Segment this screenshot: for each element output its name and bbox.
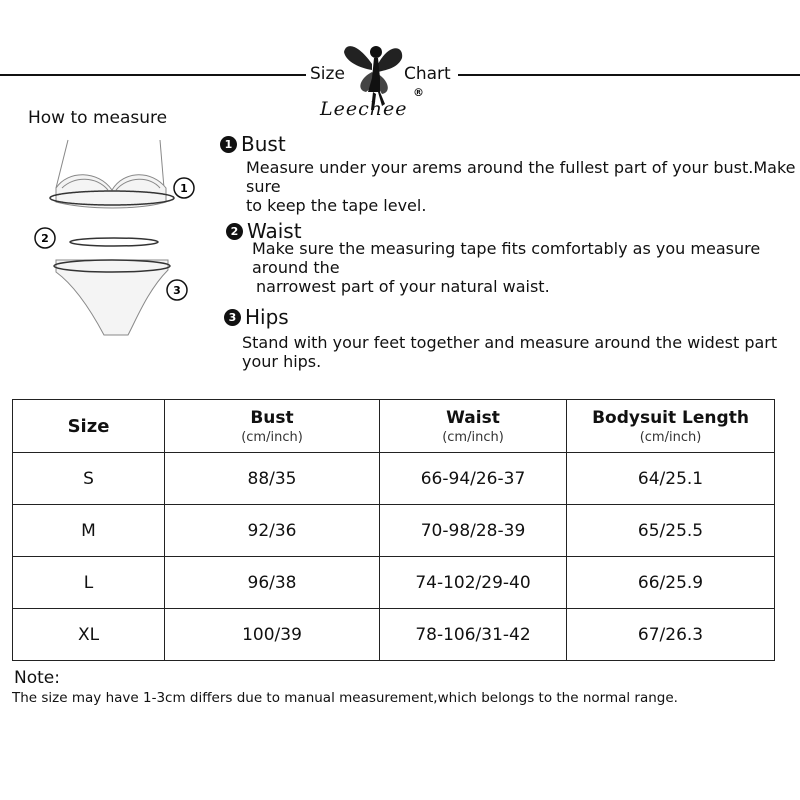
step-desc-hips — [242, 333, 800, 371]
table-row — [13, 557, 775, 609]
marker-2 — [35, 228, 55, 248]
note-text: The size may have 1-3cm differs due to manual measurement,which belongs to the normal range. — [12, 690, 678, 706]
header-chart-word: Chart — [404, 64, 451, 84]
how-to-measure-heading: How to measure — [28, 108, 168, 128]
bust-desc-line1: Measure under your arems around the fullest part of your bust.Make sure — [246, 158, 796, 196]
header-bodysuit-length: Bodysuit Length (cm/inch) — [567, 400, 775, 453]
brand-wordmark: Leechee — [320, 98, 408, 120]
hips-desc-line1: Stand with your feet together and measure around the widest part your hips. — [242, 333, 778, 371]
svg-text:3: 3 — [173, 284, 181, 297]
step-bust — [220, 132, 286, 156]
unit-length: (cm/inch) — [639, 429, 702, 445]
marker-3 — [167, 280, 187, 300]
step-title-hips: Hips — [245, 305, 289, 329]
length-cell: 65/25.5 — [567, 505, 775, 557]
step-number-1: 1 — [220, 136, 237, 153]
svg-text:2: 2 — [41, 232, 49, 245]
note-title: Note: — [14, 668, 60, 688]
step-title-waist: Waist — [247, 219, 302, 243]
length-cell: 66/25.9 — [567, 557, 775, 609]
header-bust: Bust (cm/inch) — [165, 400, 380, 453]
waist-cell: 74-102/29-40 — [380, 557, 567, 609]
header-size: Size — [13, 400, 165, 453]
bust-cell: 100/39 — [165, 609, 380, 661]
waist-desc-line2: narrowest part of your natural waist. — [256, 277, 550, 296]
bust-cell: 96/38 — [165, 557, 380, 609]
size-cell: XL — [13, 609, 165, 661]
table-row — [13, 609, 775, 661]
length-cell: 64/25.1 — [567, 453, 775, 505]
step-number-2: 2 — [226, 223, 243, 240]
header-rule-left — [0, 74, 306, 76]
length-cell: 67/26.3 — [567, 609, 775, 661]
header-waist: Waist (cm/inch) — [380, 400, 567, 453]
waist-cell: 66-94/26-37 — [380, 453, 567, 505]
step-hips — [224, 305, 289, 329]
size-cell: M — [13, 505, 165, 557]
size-table — [12, 399, 775, 661]
bust-cell: 88/35 — [165, 453, 380, 505]
waist-desc-line1: Make sure the measuring tape fits comfortably as you measure around the — [252, 239, 761, 277]
unit-waist: (cm/inch) — [442, 429, 504, 445]
size-cell: L — [13, 557, 165, 609]
registered-mark: ® — [413, 86, 424, 99]
bra-illustration — [56, 140, 166, 208]
table-row — [13, 505, 775, 557]
header-rule-right — [458, 74, 800, 76]
svg-text:1: 1 — [180, 182, 188, 195]
step-title-bust: Bust — [241, 132, 286, 156]
waist-cell: 70-98/28-39 — [380, 505, 567, 557]
bust-cell: 92/36 — [165, 505, 380, 557]
unit-bust: (cm/inch) — [241, 429, 303, 445]
table-header-row — [13, 400, 775, 453]
bust-desc-line2: to keep the tape level. — [246, 196, 427, 215]
waist-cell: 78-106/31-42 — [380, 609, 567, 661]
step-number-3: 3 — [224, 309, 241, 326]
step-desc-bust — [246, 158, 800, 215]
marker-1 — [174, 178, 194, 198]
size-cell: S — [13, 453, 165, 505]
measurement-figure — [28, 130, 208, 345]
header-size-word: Size — [310, 64, 345, 84]
step-desc-waist — [252, 239, 800, 296]
table-row — [13, 453, 775, 505]
